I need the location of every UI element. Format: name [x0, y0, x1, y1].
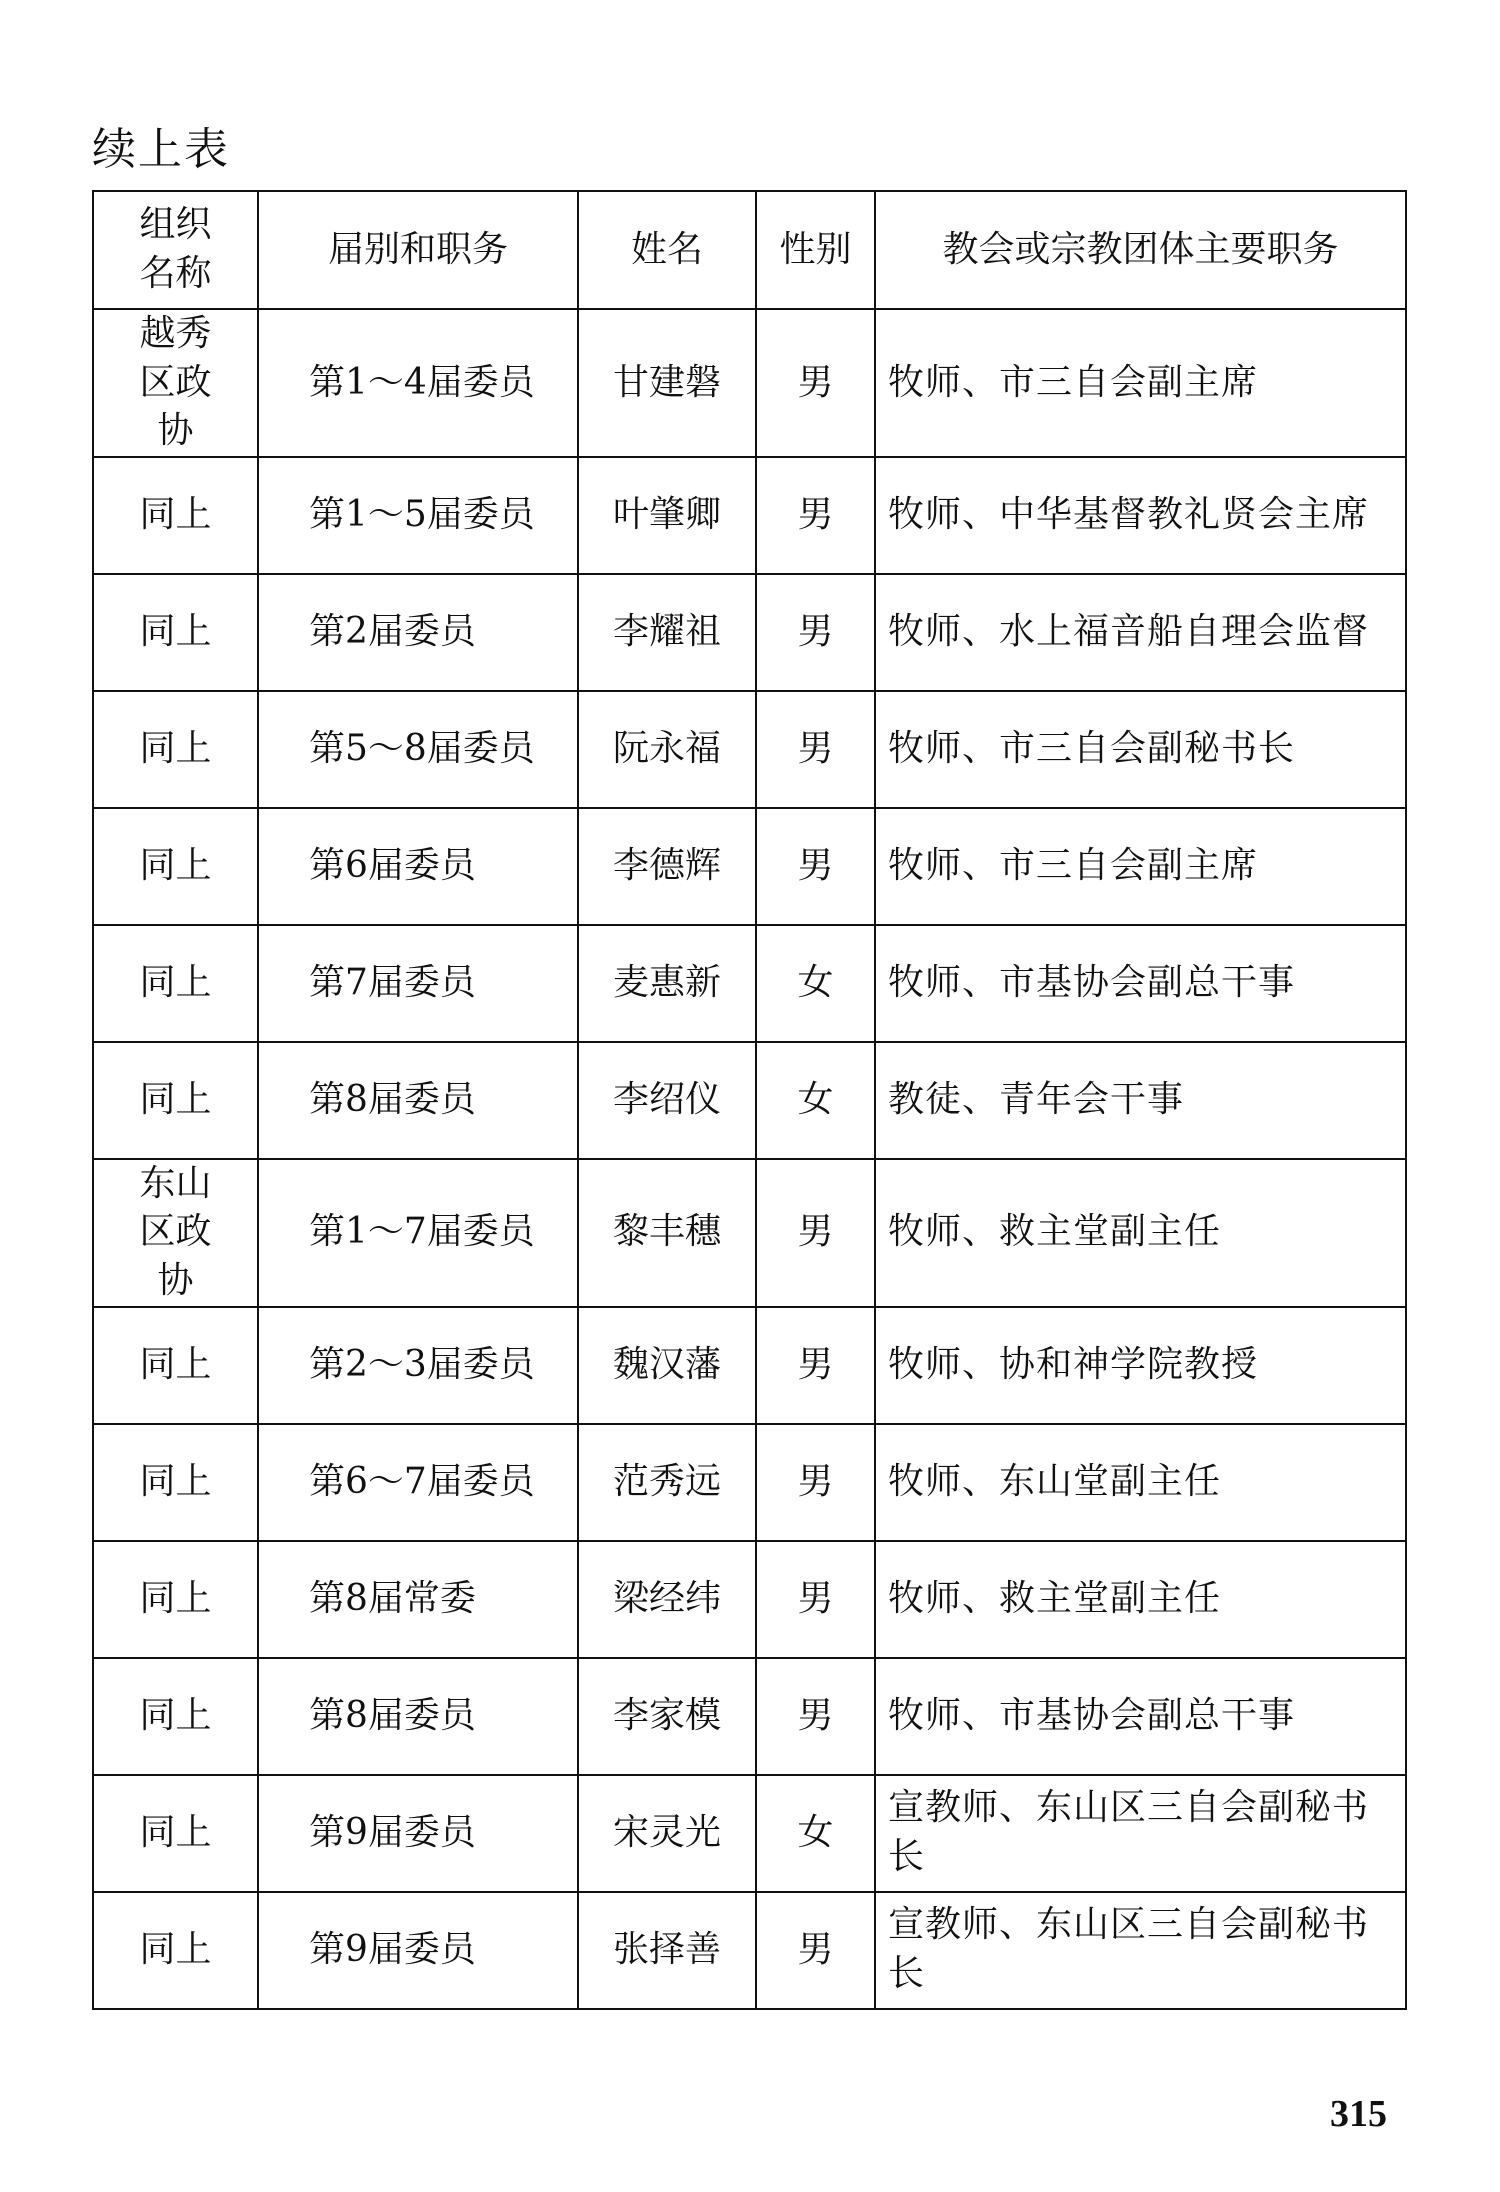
cell-duty: 宣教师、东山区三自会副秘书长: [875, 1892, 1406, 2009]
cell-duty: 牧师、市三自会副秘书长: [875, 691, 1406, 808]
cell-duty: 牧师、救主堂副主任: [875, 1541, 1406, 1658]
cell-gender: 女: [756, 1042, 875, 1159]
cell-org: 同上: [93, 457, 258, 574]
cell-term: 第1～5届委员: [258, 457, 578, 574]
cell-org: 同上: [93, 1042, 258, 1159]
cell-duty: 牧师、中华基督教礼贤会主席: [875, 457, 1406, 574]
table-row: [93, 1541, 1406, 1658]
cell-gender: 男: [756, 1424, 875, 1541]
cell-gender: 男: [756, 691, 875, 808]
table-caption: 续上表: [92, 124, 230, 175]
cell-org: 同上: [93, 1541, 258, 1658]
cell-name: 范秀远: [578, 1424, 756, 1541]
table-row: [93, 1159, 1406, 1307]
table-row: [93, 808, 1406, 925]
header-gender: 性别: [756, 191, 875, 309]
cell-name: 魏汉藩: [578, 1307, 756, 1424]
table-row: [93, 1658, 1406, 1775]
cell-duty: 宣教师、东山区三自会副秘书长: [875, 1775, 1406, 1892]
cell-duty: 牧师、水上福音船自理会监督: [875, 574, 1406, 691]
cell-term: 第8届常委: [258, 1541, 578, 1658]
cell-term: 第1～4届委员: [258, 309, 578, 457]
cell-gender: 男: [756, 1159, 875, 1307]
cell-term: 第8届委员: [258, 1042, 578, 1159]
cell-name: 黎丰穗: [578, 1159, 756, 1307]
cell-name: 宋灵光: [578, 1775, 756, 1892]
cell-org: 同上: [93, 1775, 258, 1892]
cell-duty: 教徒、青年会干事: [875, 1042, 1406, 1159]
cell-org: 同上: [93, 1424, 258, 1541]
cell-term: 第7届委员: [258, 925, 578, 1042]
cell-org: 同上: [93, 1307, 258, 1424]
cell-term: 第2届委员: [258, 574, 578, 691]
table-row: [93, 574, 1406, 691]
header-term: 届别和职务: [258, 191, 578, 309]
cell-gender: 男: [756, 808, 875, 925]
cell-name: 李绍仪: [578, 1042, 756, 1159]
cell-duty: 牧师、市基协会副总干事: [875, 1658, 1406, 1775]
table-row: [93, 457, 1406, 574]
table-row: [93, 1775, 1406, 1892]
cell-gender: 女: [756, 925, 875, 1042]
cell-name: 阮永福: [578, 691, 756, 808]
cell-org: 越秀区政协: [93, 309, 258, 457]
cell-gender: 男: [756, 1307, 875, 1424]
cell-name: 李耀祖: [578, 574, 756, 691]
table-row: [93, 1424, 1406, 1541]
cell-duty: 牧师、市三自会副主席: [875, 309, 1406, 457]
cell-term: 第8届委员: [258, 1658, 578, 1775]
cell-gender: 男: [756, 309, 875, 457]
cell-org: 同上: [93, 808, 258, 925]
cell-gender: 男: [756, 1892, 875, 2009]
cell-org: 东山区政协: [93, 1159, 258, 1307]
cell-name: 张择善: [578, 1892, 756, 2009]
header-duty: 教会或宗教团体主要职务: [875, 191, 1406, 309]
header-org: 组织名称: [93, 191, 258, 309]
header-name: 姓名: [578, 191, 756, 309]
cell-duty: 牧师、市三自会副主席: [875, 808, 1406, 925]
cell-org: 同上: [93, 691, 258, 808]
cell-duty: 牧师、东山堂副主任: [875, 1424, 1406, 1541]
table-row: [93, 1892, 1406, 2009]
cell-gender: 男: [756, 457, 875, 574]
cell-term: 第6～7届委员: [258, 1424, 578, 1541]
cell-name: 甘建磐: [578, 309, 756, 457]
cell-term: 第9届委员: [258, 1775, 578, 1892]
cell-org: 同上: [93, 574, 258, 691]
cell-org: 同上: [93, 1892, 258, 2009]
cell-gender: 男: [756, 1541, 875, 1658]
table-row: [93, 309, 1406, 457]
cell-org: 同上: [93, 1658, 258, 1775]
cell-duty: 牧师、救主堂副主任: [875, 1159, 1406, 1307]
cell-org: 同上: [93, 925, 258, 1042]
cell-duty: 牧师、市基协会副总干事: [875, 925, 1406, 1042]
cell-term: 第2～3届委员: [258, 1307, 578, 1424]
cell-gender: 男: [756, 1658, 875, 1775]
cell-name: 麦惠新: [578, 925, 756, 1042]
table-row: [93, 1042, 1406, 1159]
cell-gender: 女: [756, 1775, 875, 1892]
cell-name: 叶肇卿: [578, 457, 756, 574]
cell-term: 第6届委员: [258, 808, 578, 925]
table-header-row: [93, 191, 1406, 309]
cell-name: 李德辉: [578, 808, 756, 925]
cell-term: 第9届委员: [258, 1892, 578, 2009]
cell-gender: 男: [756, 574, 875, 691]
table-row: [93, 691, 1406, 808]
cell-term: 第1～7届委员: [258, 1159, 578, 1307]
table-row: [93, 1307, 1406, 1424]
page-number: 315: [1330, 2093, 1387, 2135]
committee-members-table: [92, 190, 1407, 2010]
cell-duty: 牧师、协和神学院教授: [875, 1307, 1406, 1424]
cell-name: 李家模: [578, 1658, 756, 1775]
cell-name: 梁经纬: [578, 1541, 756, 1658]
cell-term: 第5～8届委员: [258, 691, 578, 808]
table-row: [93, 925, 1406, 1042]
